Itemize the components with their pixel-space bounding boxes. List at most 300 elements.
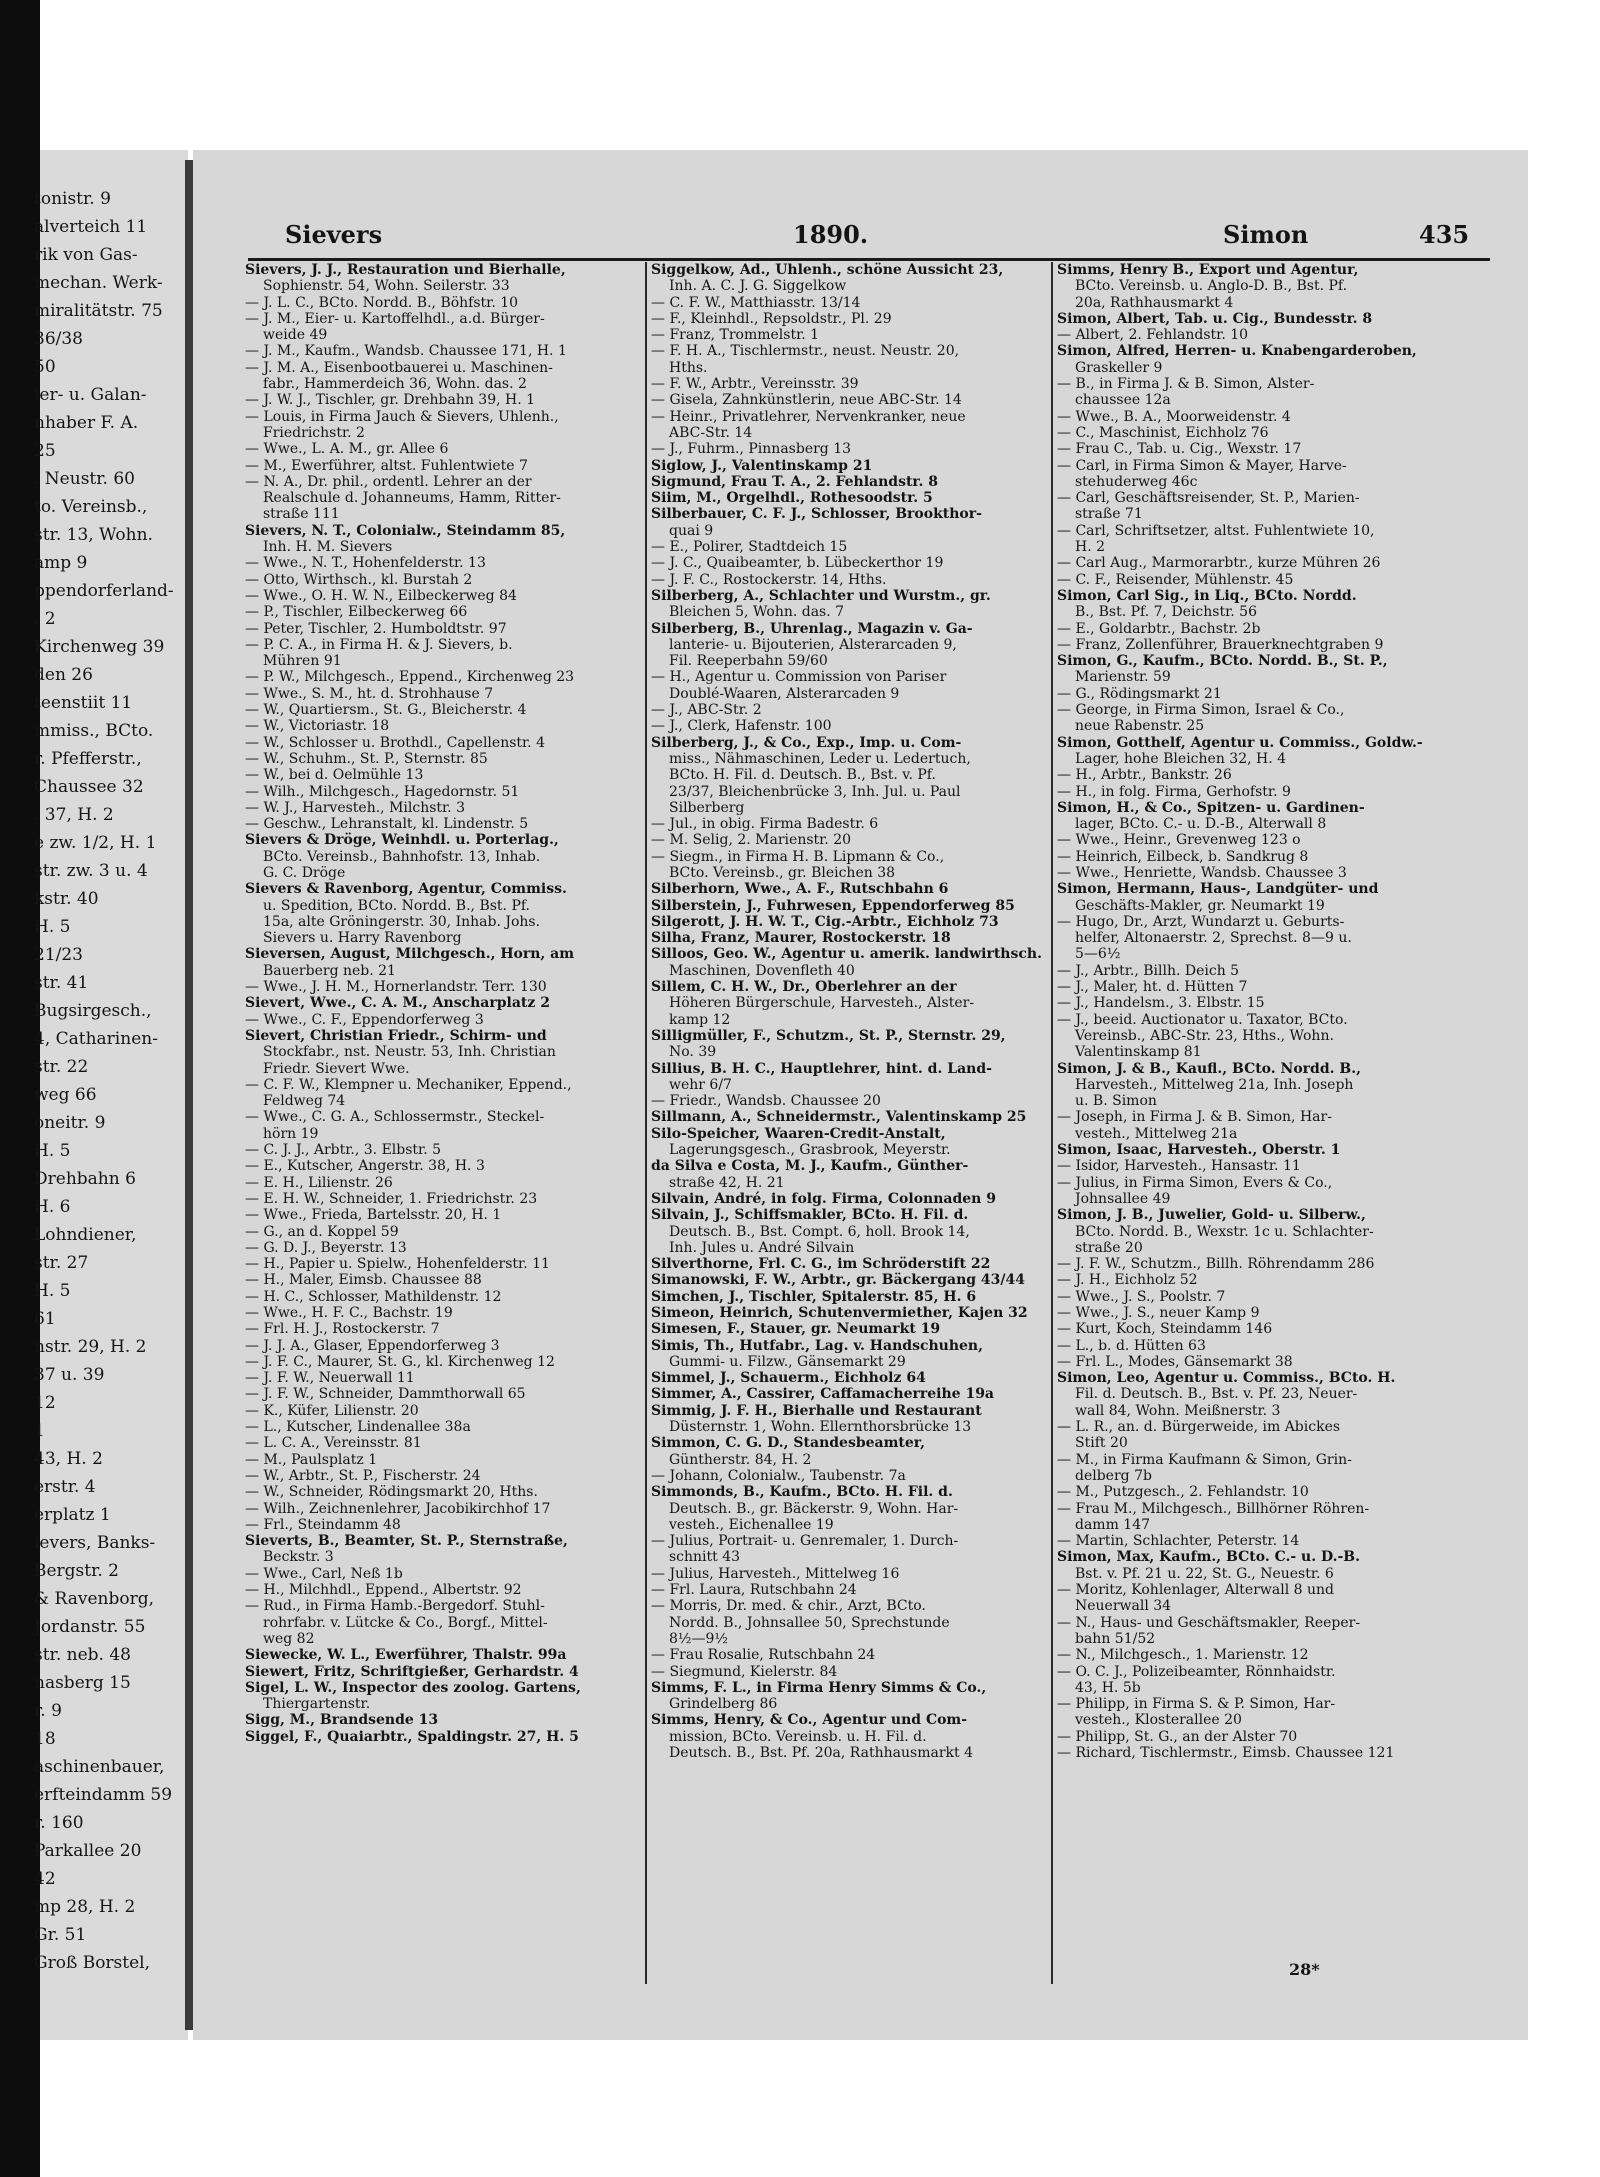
directory-entry-head: Simmig, J. F. H., Bierhalle und Restaurant (651, 1402, 982, 1419)
left-page-text-fragment: teenstiit 11 (34, 693, 133, 713)
directory-entry-line: Bst. v. Pf. 21 u. 22, St. G., Neuestr. 6 (1075, 1565, 1334, 1582)
directory-entry-line: — M., Ewerführer, altst. Fuhlentwiete 7 (245, 457, 528, 474)
directory-entry-head: Silha, Franz, Maurer, Rostockerstr. 18 (651, 930, 951, 947)
directory-entry-line: Fil. d. Deutsch. B., Bst. v. Pf. 23, Neuer- (1075, 1386, 1358, 1403)
directory-entry-line: G. C. Dröge (263, 864, 346, 881)
directory-entry-line: — J. H., Eichholz 52 (1057, 1272, 1198, 1289)
directory-entry-line: Graskeller 9 (1075, 359, 1163, 376)
left-page-text-fragment: H. 5 (34, 1281, 71, 1301)
directory-entry-line: Güntherstr. 84, H. 2 (669, 1451, 812, 1468)
directory-entry-line: — Heinr., Privatlehrer, Nervenkranker, neue (651, 408, 966, 425)
directory-entry-head: Simon, Alfred, Herren- u. Knabengarderoben, (1057, 343, 1417, 360)
left-page-text-fragment: Chaussee 32 (34, 777, 144, 797)
directory-entry-line: Realschule d. Johanneums, Hamm, Ritter- (263, 490, 561, 507)
directory-entry-line: — B., in Firma J. & B. Simon, Alster- (1057, 376, 1315, 393)
directory-entry-line: — Wwe., Henriette, Wandsb. Chaussee 3 (1057, 864, 1347, 881)
left-page-text-fragment: kstr. 40 (34, 889, 99, 909)
directory-entry-head: Silgerott, J. H. W. T., Cig.-Arbtr., Eichholz 73 (651, 913, 999, 930)
directory-entry-line: — E. H. W., Schneider, 1. Friedrichstr. 23 (245, 1190, 538, 1207)
directory-entry-line: helfer, Altonaerstr. 2, Sprechst. 8—9 u. (1075, 930, 1352, 947)
directory-entry-line: Silberberg (669, 799, 745, 816)
directory-entry-line: Gummi- u. Filzw., Gänsemarkt 29 (669, 1353, 906, 1370)
directory-entry-line: Deutsch. B., gr. Bäckerstr. 9, Wohn. Har- (669, 1500, 959, 1517)
left-page-text-fragment: Bugsirgesch., (34, 1001, 152, 1021)
directory-entry-line: weg 82 (263, 1630, 315, 1647)
directory-entry-line: — J. M., Eier- u. Kartoffelhdl., a.d. Bürger- (245, 310, 545, 327)
directory-entry-line: Stockfabr., nst. Neustr. 53, Inh. Christian (263, 1044, 556, 1061)
directory-entry-line: — J. L. C., BCto. Nordd. B., Böhfstr. 10 (245, 294, 519, 311)
directory-entry-head: Siewert, Fritz, Schriftgießer, Gerhardstr. 4 (245, 1663, 579, 1680)
directory-entry-line: — W., Schuhm., St. P., Sternstr. 85 (245, 750, 488, 767)
directory-entry-line: — Peter, Tischler, 2. Humboldtstr. 97 (245, 620, 507, 637)
left-page-text-fragment: 12 (34, 1393, 56, 1413)
left-page-text-fragment: H. 5 (34, 917, 71, 937)
directory-entry-line: Mühren 91 (263, 653, 342, 670)
directory-entry-line: Lager, hohe Bleichen 32, H. 4 (1075, 750, 1287, 767)
directory-entry-line: 43, H. 5b (1075, 1679, 1141, 1696)
directory-entry-line: — L. R., an. d. Bürgerweide, im Abickes (1057, 1419, 1341, 1436)
left-page-text-fragment: nasberg 15 (34, 1673, 131, 1693)
directory-entry-line: — J. W. J., Tischler, gr. Drehbahn 39, H. 1 (245, 392, 536, 409)
left-page-text-fragment: str. zw. 3 u. 4 (34, 861, 148, 881)
left-page-text-fragment: str. 27 (34, 1253, 89, 1273)
directory-entry-line: — Otto, Wirthsch., kl. Burstah 2 (245, 571, 473, 588)
directory-entry-head: Siim, M., Orgelhdl., Rothesoodstr. 5 (651, 490, 933, 507)
directory-entry-line: — Julius, Harvesteh., Mittelweg 16 (651, 1565, 900, 1582)
entry-column-3 (1057, 262, 1453, 1984)
directory-entry-line: — Wwe., Frieda, Bartelsstr. 20, H. 1 (245, 1207, 502, 1224)
directory-entry-line: — J. M. A., Eisenbootbauerei u. Maschinen- (245, 359, 553, 376)
directory-entry-line: — W., Quartiersm., St. G., Bleicherstr. 4 (245, 702, 527, 719)
left-page-text-fragment: str. 41 (34, 973, 89, 993)
directory-entry-line: — J., Fuhrm., Pinnasberg 13 (651, 441, 852, 458)
directory-entry-line: — Carl, in Firma Simon & Mayer, Harve- (1057, 457, 1347, 474)
directory-entry-line: — Jul., in obig. Firma Badestr. 6 (651, 816, 879, 833)
directory-entry-line: BCto. Vereinsb. u. Anglo-D. B., Bst. Pf. (1075, 278, 1348, 295)
directory-entry-line: Bleichen 5, Wohn. das. 7 (669, 604, 845, 621)
directory-entry-line: 23/37, Bleichenbrücke 3, Inh. Jul. u. Paul (669, 783, 961, 800)
left-page-text-fragment: oneitr. 9 (34, 1113, 106, 1133)
directory-entry-line: — J., Arbtr., Billh. Deich 5 (1057, 962, 1240, 979)
left-page-text-fragment: rik von Gas- (34, 245, 138, 265)
directory-entry-line: straße 42, H. 21 (669, 1174, 785, 1191)
directory-entry-head: Sigmund, Frau T. A., 2. Fehlandstr. 8 (651, 473, 938, 490)
left-page-text-fragment: to. Vereinsb., (34, 497, 148, 517)
left-page-text-fragment: 36/38 (34, 329, 83, 349)
directory-entry-line: — Siegm., in Firma H. B. Lipmann & Co., (651, 848, 945, 865)
directory-entry-head: Sievers, N. T., Colonialw., Steindamm 85, (245, 522, 566, 539)
left-page-text-fragment: erplatz 1 (34, 1505, 111, 1525)
directory-entry-line: fabr., Hammerdeich 36, Wohn. das. 2 (263, 376, 527, 393)
directory-entry-line: — E. H., Lilienstr. 26 (245, 1174, 393, 1191)
directory-entry-line: rohrfabr. v. Lütcke & Co., Borgf., Mittel- (263, 1614, 548, 1631)
left-page-text-fragment: 42 (34, 1869, 56, 1889)
directory-entry-line: — Wwe., Carl, Neß 1b (245, 1565, 403, 1582)
left-page-text-fragment: Jordanstr. 55 (34, 1617, 146, 1637)
directory-entry-line: — O. C. J., Polizeibeamter, Rönnhaidstr. (1057, 1663, 1336, 1680)
directory-entry-line: — Frl. Laura, Rutschbahn 24 (651, 1582, 857, 1599)
directory-entry-line: Düsternstr. 1, Wohn. Ellernthorsbrücke 13 (669, 1419, 972, 1436)
directory-entry-head: Sieversen, August, Milchgesch., Horn, am (245, 946, 575, 963)
directory-entry-line: — G., Rödingsmarkt 21 (1057, 685, 1222, 702)
directory-entry-line: — Frau C., Tab. u. Cig., Wexstr. 17 (1057, 441, 1302, 458)
directory-entry-line: — Wwe., C. F., Eppendorferweg 3 (245, 1011, 484, 1028)
directory-entry-line: Lagerungsgesch., Grasbrook, Meyerstr. (669, 1142, 951, 1159)
directory-entry-line: — H., Papier u. Spielw., Hohenfelderstr. 11 (245, 1256, 550, 1273)
left-page-text-fragment: 61 (34, 1309, 56, 1329)
directory-entry-line: Harvesteh., Mittelweg 21a, Inh. Joseph (1075, 1076, 1354, 1093)
left-page-text-fragment: 50 (34, 357, 56, 377)
directory-entry-line: — K., Küfer, Lilienstr. 20 (245, 1402, 419, 1419)
left-page-text-fragment: e zw. 1/2, H. 1 (34, 833, 157, 853)
directory-entry-line: — Franz, Trommelstr. 1 (651, 327, 820, 344)
directory-entry-line: B., Bst. Pf. 7, Deichstr. 56 (1075, 604, 1257, 621)
directory-entry-line: — J., beeid. Auctionator u. Taxator, BCto. (1057, 1011, 1348, 1028)
directory-entry-line: — N. A., Dr. phil., ordentl. Lehrer an der (245, 473, 532, 490)
directory-entry-head: Simesen, F., Stauer, gr. Neumarkt 19 (651, 1321, 941, 1338)
directory-entry-line: — Wwe., N. T., Hohenfelderstr. 13 (245, 555, 486, 572)
directory-entry-line: BCto. Vereinsb., Bahnhofstr. 13, Inhab. (263, 848, 541, 865)
directory-entry-line: — Julius, Portrait- u. Genremaler, 1. Durch- (651, 1533, 959, 1550)
directory-entry-head: Silvain, J., Schiffsmakler, BCto. H. Fil. d. (651, 1207, 969, 1224)
directory-entry-line: Deutsch. B., Bst. Compt. 6, holl. Brook 14, (669, 1223, 970, 1240)
directory-entry-line: — J. F. W., Schutzm., Billh. Röhrendamm 286 (1057, 1256, 1375, 1273)
left-page-text-fragment: mechan. Werk- (34, 273, 163, 293)
directory-entry-head: Silberbauer, C. F. J., Schlosser, Brookthor- (651, 506, 982, 523)
directory-entry-line: miss., Nähmaschinen, Leder u. Ledertuch, (669, 750, 971, 767)
directory-entry-head: Simeon, Heinrich, Schutenvermiether, Kajen 32 (651, 1305, 1028, 1321)
directory-entry-line: — Wwe., J. S., neuer Kamp 9 (1057, 1305, 1260, 1321)
directory-entry-line: — W., Schlosser u. Brothdl., Capellenstr. 4 (245, 734, 545, 751)
directory-entry-line: Inh. A. C. J. G. Siggelkow (669, 278, 847, 295)
directory-entry-line: — W., Victoriastr. 18 (245, 718, 390, 735)
header-left-keyword: Sievers (285, 220, 383, 249)
directory-entry-line: — Wwe., L. A. M., gr. Allee 6 (245, 441, 449, 458)
directory-entry-head: Simon, Max, Kaufm., BCto. C.- u. D.-B. (1057, 1549, 1361, 1566)
directory-entry-line: vesteh., Eichenallee 19 (669, 1516, 834, 1533)
directory-entry-line: — Morris, Dr. med. & chir., Arzt, BCto. (651, 1598, 926, 1615)
directory-entry-head: Sievert, Wwe., C. A. M., Anscharplatz 2 (245, 995, 550, 1012)
directory-entry-head: Simon, Gotthelf, Agentur u. Commiss., Goldw.- (1057, 734, 1423, 751)
directory-entry-line: — Kurt, Koch, Steindamm 146 (1057, 1321, 1273, 1338)
directory-entry-line: — Wwe., J. H. M., Hornerlandstr. Terr. 130 (245, 979, 547, 996)
left-page-text-fragment: aschinenbauer, (34, 1757, 165, 1777)
directory-entry-head: Siglow, J., Valentinskamp 21 (651, 457, 873, 474)
directory-entry-line: straße 71 (1075, 506, 1143, 523)
directory-entry-line: — Frau M., Milchgesch., Billhörner Röhren- (1057, 1500, 1370, 1517)
left-page-text-fragment: r. 160 (34, 1813, 84, 1833)
directory-entry-line: — Frl. L., Modes, Gänsemarkt 38 (1057, 1353, 1293, 1370)
directory-entry-line: — J. F. C., Rostockerstr. 14, Hths. (651, 571, 887, 588)
directory-entry-line: — Albert, 2. Fehlandstr. 10 (1057, 327, 1249, 344)
directory-entry-line: hörn 19 (263, 1125, 319, 1142)
left-page-text-fragment: Lohndiener, (34, 1225, 137, 1245)
directory-entry-line: — J. F. W., Schneider, Dammthorwall 65 (245, 1386, 526, 1403)
directory-entry-line: — E., Goldarbtr., Bachstr. 2b (1057, 620, 1261, 637)
directory-entry-head: Silloos, Geo. W., Agentur u. amerik. landwirthsch. (651, 946, 1042, 963)
directory-entry-line: Friedr. Sievert Wwe. (263, 1060, 410, 1077)
directory-entry-line: — Martin, Schlachter, Peterstr. 14 (1057, 1533, 1300, 1550)
directory-entry-line: — C., Maschinist, Eichholz 76 (1057, 424, 1269, 441)
directory-entry-head: Simon, H., & Co., Spitzen- u. Gardinen- (1057, 799, 1365, 816)
directory-entry-line: wall 84, Wohn. Meißnerstr. 3 (1075, 1402, 1281, 1419)
left-page-text-fragment: Groß Borstel, (34, 1953, 151, 1973)
left-page-text-fragment: Kirchenweg 39 (34, 637, 165, 657)
left-page-text-fragment: 21/23 (34, 945, 83, 965)
entry-column-1 (245, 262, 641, 1984)
left-page-text-fragment: 18 (34, 1729, 56, 1749)
directory-entry-line: — H., in folg. Firma, Gerhofstr. 9 (1057, 783, 1291, 800)
directory-entry-line: mission, BCto. Vereinsb. u. H. Fil. d. (669, 1728, 927, 1745)
directory-entry-head: Simon, Carl Sig., in Liq., BCto. Nordd. (1057, 587, 1357, 604)
directory-entry-line: — P. W., Milchgesch., Eppend., Kirchenweg 23 (245, 669, 575, 686)
directory-entry-line: — Joseph, in Firma J. & B. Simon, Har- (1057, 1109, 1332, 1126)
left-page-text-fragment: 43, H. 2 (34, 1449, 103, 1469)
directory-entry-head: Simmel, J., Schauerm., Eichholz 64 (651, 1370, 926, 1387)
directory-entry-line: — J. C., Quaibeamter, b. Lübeckerthor 19 (651, 555, 944, 572)
directory-entry-line: — N., Milchgesch., 1. Marienstr. 12 (1057, 1647, 1309, 1664)
directory-entry-line: damm 147 (1075, 1516, 1151, 1533)
directory-entry-line: Nordd. B., Johnsallee 50, Sprechstunde (669, 1614, 950, 1631)
directory-entry-line: 5—6½ (1075, 946, 1121, 963)
directory-entry-line: — Wwe., C. G. A., Schlossermstr., Steckel- (245, 1109, 545, 1126)
directory-entry-line: Maschinen, Dovenfleth 40 (669, 962, 855, 979)
left-page-fragment (34, 150, 188, 2040)
directory-entry-line: — Franz, Zollenführer, Brauerknechtgraben 9 (1057, 636, 1384, 653)
directory-entry-line: — Wilh., Milchgesch., Hagedornstr. 51 (245, 783, 520, 800)
directory-entry-line: Beckstr. 3 (263, 1549, 334, 1566)
directory-entry-line: — P., Tischler, Eilbeckerweg 66 (245, 604, 468, 621)
directory-entry-line: weide 49 (263, 327, 328, 344)
directory-entry-line: — W., Schneider, Rödingsmarkt 20, Hths. (245, 1484, 538, 1501)
header-year: 1890. (793, 220, 869, 249)
directory-entry-head: Simon, J. B., Juwelier, Gold- u. Silberw., (1057, 1207, 1366, 1224)
directory-entry-line: — H., Agentur u. Commission von Pariser (651, 669, 947, 686)
directory-entry-line: — Carl Aug., Marmorarbtr., kurze Mühren 26 (1057, 555, 1381, 572)
directory-entry-line: Doublé-Waaren, Alsterarcaden 9 (669, 685, 900, 702)
directory-entry-head: Sillmann, A., Schneidermstr., Valentinskamp 25 (651, 1109, 1027, 1126)
directory-entry-line: Valentinskamp 81 (1075, 1044, 1202, 1061)
directory-entry-head: Simon, J. & B., Kaufl., BCto. Nordd. B., (1057, 1060, 1361, 1077)
left-page-text-fragment: H. 6 (34, 1197, 71, 1217)
directory-entry-line: — Siegmund, Kielerstr. 84 (651, 1663, 838, 1680)
directory-entry-head: Siewecke, W. L., Ewerführer, Thalstr. 99a (245, 1647, 567, 1664)
directory-entry-line: — Wilh., Zeichnenlehrer, Jacobikirchhof 17 (245, 1500, 551, 1517)
directory-entry-line: — H., Maler, Eimsb. Chaussee 88 (245, 1272, 482, 1289)
directory-entry-line: — Philipp, St. G., an der Alster 70 (1057, 1728, 1298, 1745)
directory-entry-head: Simms, Henry, & Co., Agentur und Com- (651, 1712, 968, 1729)
left-page-text-fragment: ier- u. Galan- (34, 385, 147, 405)
directory-entry-line: Sophienstr. 54, Wohn. Seilerstr. 33 (263, 278, 510, 295)
left-page-text-fragment: erfteindamm 59 (34, 1785, 173, 1805)
directory-entry-line: — Johann, Colonialw., Taubenstr. 7a (651, 1467, 906, 1484)
directory-entry-head: Simmer, A., Cassirer, Caffamacherreihe 19a (651, 1386, 994, 1403)
directory-entry-line: — C. F. W., Klempner u. Mechaniker, Eppend., (245, 1076, 572, 1093)
left-page-text-fragment: Gr. 51 (34, 1925, 87, 1945)
directory-entry-line: — Wwe., B. A., Moorweidenstr. 4 (1057, 408, 1291, 425)
directory-entry-line: wehr 6/7 (669, 1076, 732, 1093)
directory-page (193, 150, 1528, 2040)
directory-entry-head: Sigg, M., Brandsende 13 (245, 1712, 439, 1729)
left-page-text-fragment: miralitätstr. 75 (34, 301, 163, 321)
column-separator (1051, 262, 1053, 1984)
left-page-text-fragment: str. 13, Wohn. (34, 525, 153, 545)
directory-entry-line: quai 9 (669, 522, 714, 539)
left-page-text-fragment: Drehbahn 6 (34, 1169, 136, 1189)
directory-entry-line: — W., Arbtr., St. P., Fischerstr. 24 (245, 1467, 481, 1484)
directory-entry-line: chaussee 12a (1075, 392, 1171, 409)
left-page-text-fragment: . 2 (34, 609, 56, 629)
directory-entry-line: — Rud., in Firma Hamb.-Bergedorf. Stuhl- (245, 1598, 545, 1615)
directory-entry-line: Friedrichstr. 2 (263, 424, 365, 441)
directory-entry-line: — J. M., Kaufm., Wandsb. Chaussee 171, H. 1 (245, 343, 567, 360)
directory-entry-line: — J. F. W., Neuerwall 11 (245, 1370, 415, 1387)
left-page-text-fragment: ppendorferland- (34, 581, 174, 601)
directory-entry-head: Sievert, Christian Friedr., Schirm- und (245, 1027, 547, 1044)
directory-entry-line: — W., bei d. Oelmühle 13 (245, 767, 424, 784)
directory-entry-line: — J., Clerk, Hafenstr. 100 (651, 718, 832, 735)
directory-entry-line: schnitt 43 (669, 1549, 741, 1566)
directory-entry-line: 15a, alte Gröningerstr. 30, Inhab. Johs. (263, 913, 541, 930)
directory-entry-line: kamp 12 (669, 1011, 731, 1028)
directory-entry-head: Simon, Isaac, Harvesteh., Oberstr. 1 (1057, 1142, 1341, 1159)
signature-mark: 28* (1289, 1960, 1320, 1979)
directory-entry-head: Silverthorne, Frl. C. G., im Schröderstift 22 (651, 1256, 991, 1273)
directory-entry-head: Simchen, J., Tischler, Spitalerstr. 85, H. 6 (651, 1288, 977, 1305)
directory-entry-line: — J., Maler, ht. d. Hütten 7 (1057, 979, 1248, 996)
left-page-text-fragment: amp 9 (34, 553, 88, 573)
directory-entry-head: Simis, Th., Hutfabr., Lag. v. Handschuhen, (651, 1337, 983, 1354)
directory-entry-line: Sievers u. Harry Ravenborg (263, 930, 462, 947)
directory-entry-line: — Heinrich, Eilbeck, b. Sandkrug 8 (1057, 848, 1309, 865)
header-right-keyword: Simon (1223, 220, 1309, 249)
left-page-text-fragment: 37 u. 39 (34, 1365, 105, 1385)
directory-entry-line: — Julius, in Firma Simon, Evers & Co., (1057, 1174, 1333, 1191)
entry-column-2 (651, 262, 1047, 1984)
directory-entry-line: — Carl, Geschäftsreisender, St. P., Marien- (1057, 490, 1360, 507)
directory-entry-line: — E., Kutscher, Angerstr. 38, H. 3 (245, 1158, 485, 1175)
directory-entry-line: — J. F. C., Maurer, St. G., kl. Kirchenweg 12 (245, 1353, 555, 1370)
directory-entry-line: — J., ABC-Str. 2 (651, 702, 762, 719)
left-page-text-fragment: weg 66 (34, 1085, 97, 1105)
directory-entry-line: Bauerberg neb. 21 (263, 962, 396, 979)
directory-entry-line: — G., an d. Koppel 59 (245, 1223, 399, 1240)
directory-entry-line: — Hugo, Dr., Arzt, Wundarzt u. Geburts- (1057, 913, 1345, 930)
directory-entry-head: Simms, Henry B., Export und Agentur, (1057, 262, 1359, 278)
directory-entry-line: lager, BCto. C.- u. D.-B., Alterwall 8 (1075, 816, 1327, 833)
directory-entry-line: — Wwe., S. M., ht. d. Strohhause 7 (245, 685, 494, 702)
directory-entry-line: — Wwe., H. F. C., Bachstr. 19 (245, 1305, 453, 1321)
directory-entry-line: Marienstr. 59 (1075, 669, 1171, 686)
column-separator (645, 262, 647, 1984)
directory-entry-line: 8½—9½ (669, 1630, 728, 1647)
directory-entry-line: No. 39 (669, 1044, 717, 1061)
left-page-text-fragment: mmiss., BCto. (34, 721, 154, 741)
directory-entry-line: — Isidor, Harvesteh., Hansastr. 11 (1057, 1158, 1301, 1175)
directory-entry-line: delberg 7b (1075, 1467, 1152, 1484)
left-page-text-fragment: r. 9 (34, 1701, 62, 1721)
directory-entry-line: — George, in Firma Simon, Israel & Co., (1057, 702, 1345, 719)
directory-entry-line: — C. F. W., Matthiasstr. 13/14 (651, 294, 861, 311)
left-page-text-fragment: nhaber F. A. (34, 413, 139, 433)
directory-entry-line: Hths. (669, 359, 708, 376)
left-page-text-fragment: 4, Catharinen- (34, 1029, 158, 1049)
directory-entry-head: Sievers & Ravenborg, Agentur, Commiss. (245, 881, 567, 898)
directory-entry-line: Grindelberg 86 (669, 1696, 778, 1713)
directory-entry-head: Siggelkow, Ad., Uhlenh., schöne Aussicht 23, (651, 262, 1004, 278)
left-page-text-fragment: 1 (34, 1421, 45, 1441)
directory-entry-line: Inh. H. M. Sievers (263, 539, 393, 556)
left-page-text-fragment: 25 (34, 441, 56, 461)
left-page-text-fragment: nstr. 29, H. 2 (34, 1337, 147, 1357)
directory-entry-line: Thiergartenstr. (263, 1696, 371, 1713)
directory-entry-head: Silberberg, A., Schlachter und Wurstm., gr. (651, 587, 991, 604)
directory-entry-line: — H. C., Schlosser, Mathildenstr. 12 (245, 1288, 502, 1305)
directory-entry-line: lanterie- u. Bijouterien, Alsterarcaden 9, (669, 636, 957, 653)
left-page-text-fragment: r. Pfefferstr., (34, 749, 142, 769)
directory-entry-line: — J., Handelsm., 3. Elbstr. 15 (1057, 995, 1265, 1012)
directory-entry-line: — Frl. H. J., Rostockerstr. 7 (245, 1321, 440, 1338)
directory-entry-line: — Gisela, Zahnkünstlerin, neue ABC-Str. 14 (651, 392, 962, 409)
directory-entry-line: — M., in Firma Kaufmann & Simon, Grin- (1057, 1451, 1352, 1468)
directory-entry-head: Silberberg, B., Uhrenlag., Magazin v. Ga- (651, 620, 973, 637)
directory-entry-line: vesteh., Mittelweg 21a (1075, 1125, 1238, 1142)
directory-entry-line: Höheren Bürgerschule, Harvesteh., Alster- (669, 995, 975, 1012)
directory-entry-line: bahn 51/52 (1075, 1630, 1156, 1647)
left-page-text-fragment: Parkallee 20 (34, 1841, 142, 1861)
directory-entry-head: Simmonds, B., Kaufm., BCto. H. Fil. d. (651, 1484, 953, 1501)
directory-entry-line: H. 2 (1075, 539, 1106, 556)
directory-entry-line: Vereinsb., ABC-Str. 23, Hths., Wohn. (1075, 1027, 1334, 1044)
directory-entry-line: — P. C. A., in Firma H. & J. Sievers, b. (245, 636, 513, 653)
directory-entry-line: u. B. Simon (1075, 1093, 1157, 1110)
directory-entry-line: — M., Paulsplatz 1 (245, 1451, 378, 1468)
page-number: 435 (1419, 220, 1470, 249)
directory-entry-line: — Richard, Tischlermstr., Eimsb. Chaussee 121 (1057, 1745, 1395, 1762)
left-page-text-fragment: mp 28, H. 2 (34, 1897, 136, 1917)
left-page-text-fragment: ievers, Banks- (34, 1533, 156, 1553)
directory-entry-line: ABC-Str. 14 (669, 424, 753, 441)
directory-entry-line: — C. J. J., Arbtr., 3. Elbstr. 5 (245, 1142, 441, 1159)
directory-entry-line: neue Rabenstr. 25 (1075, 718, 1205, 735)
book-gutter (185, 160, 193, 2030)
directory-entry-line: BCto. Vereinsb., gr. Bleichen 38 (669, 864, 896, 881)
directory-entry-line: straße 111 (263, 506, 340, 523)
directory-entry-head: Silberberg, J., & Co., Exp., Imp. u. Com- (651, 734, 962, 751)
directory-entry-line: Neuerwall 34 (1075, 1598, 1172, 1615)
directory-entry-line: Feldweg 74 (263, 1093, 346, 1110)
left-page-text-fragment: . Neustr. 60 (34, 469, 135, 489)
directory-entry-line: — L., b. d. Hütten 63 (1057, 1337, 1206, 1354)
left-page-text-fragment: H. 5 (34, 1141, 71, 1161)
directory-entry-head: Silberstein, J., Fuhrwesen, Eppendorferweg 85 (651, 897, 1015, 914)
directory-entry-head: Sillius, B. H. C., Hauptlehrer, hint. d. Land- (651, 1060, 992, 1077)
directory-entry-head: Sievers & Dröge, Weinhdl. u. Porterlag., (245, 832, 559, 849)
left-page-text-fragment: den 26 (34, 665, 93, 685)
left-page-text-fragment: erstr. 4 (34, 1477, 96, 1497)
directory-entry-line: — Frau Rosalie, Rutschbahn 24 (651, 1647, 876, 1664)
directory-entry-line: vesteh., Klosterallee 20 (1075, 1712, 1242, 1729)
directory-entry-line: — H., Milchhdl., Eppend., Albertstr. 92 (245, 1582, 522, 1599)
directory-entry-head: Silberhorn, Wwe., A. F., Rutschbahn 6 (651, 881, 949, 898)
directory-entry-line: — Wwe., Heinr., Grevenweg 123 o (1057, 832, 1301, 849)
directory-entry-head: da Silva e Costa, M. J., Kaufm., Günther- (651, 1158, 969, 1175)
left-page-text-fragment: str. 22 (34, 1057, 89, 1077)
directory-entry-line: — Wwe., J. S., Poolstr. 7 (1057, 1288, 1226, 1305)
directory-entry-line: — N., Haus- und Geschäftsmakler, Reeper- (1057, 1614, 1361, 1631)
directory-entry-head: Silo-Speicher, Waaren-Credit-Anstalt, (651, 1125, 946, 1142)
directory-entry-line: — H., Arbtr., Bankstr. 26 (1057, 767, 1232, 784)
